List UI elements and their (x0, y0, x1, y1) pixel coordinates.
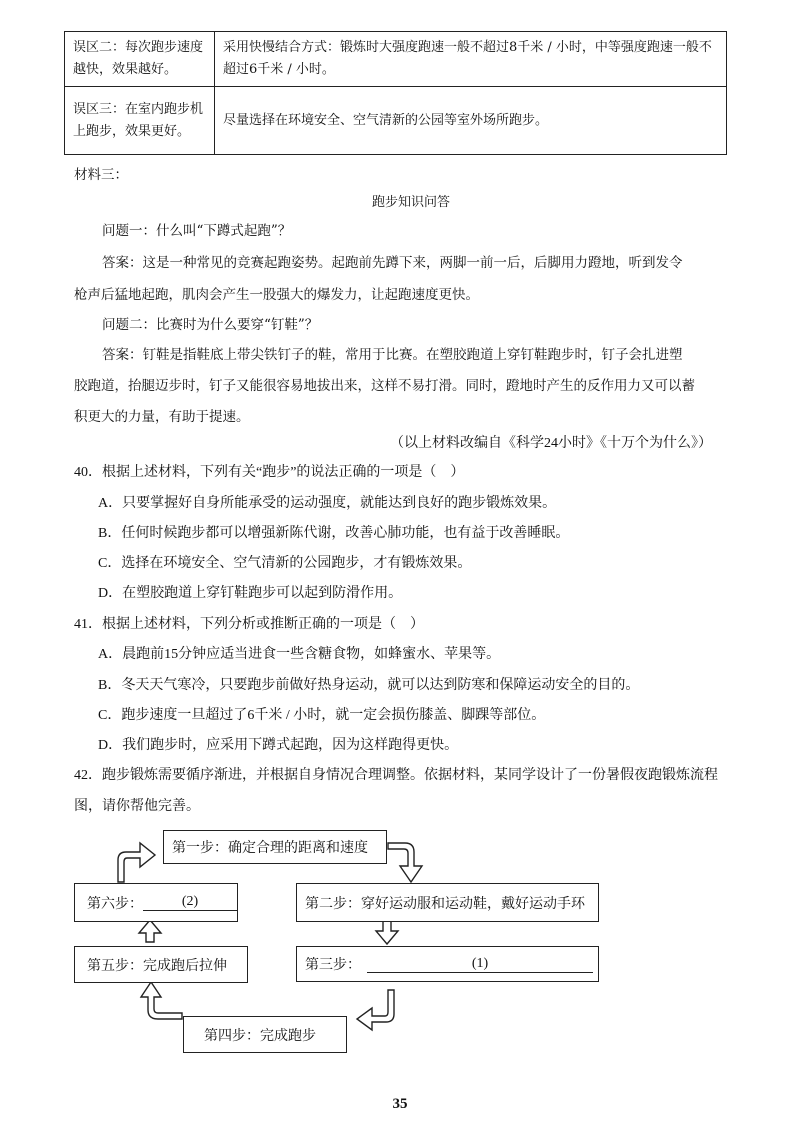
question-two: 问题二：比赛时为什么要穿“钉鞋”？ (102, 317, 319, 333)
answer-two-line: 胶跑道，抬腿迈步时，钉子又能很容易地拔出来，这样不易打滑。同时，蹬地时产生的反作用力又可以蓄 (74, 378, 695, 394)
option-item: A．只要掌握好自身所能承受的运动强度，就能达到良好的跑步锻炼效果。 (98, 496, 557, 511)
flow-step-6 (74, 883, 238, 922)
material-label: 材料三： (74, 167, 128, 183)
option-item: B．任何时候跑步都可以增强新陈代谢，改善心肺功能，也有益于改善睡眠。 (98, 526, 570, 541)
arrow-icon (357, 990, 394, 1030)
flow-step-2: 第二步：穿好运动服和运动鞋，戴好运动手环 (296, 883, 599, 922)
question-one: 问题一：什么叫“下蹲式起跑”？ (102, 223, 292, 239)
source-note: （以上材料改编自《科学24小时》《十万个为什么》） (390, 436, 712, 451)
question-41-stem: 41．根据上述材料，下列分析或推断正确的一项是（ ） (74, 617, 424, 632)
page-number: 35 (392, 1096, 408, 1112)
question-40-stem: 40．根据上述材料，下列有关“跑步”的说法正确的一项是（ ） (74, 465, 465, 480)
option-item: D．我们跑步时，应采用下蹲式起跑，因为这样跑得更快。 (98, 738, 459, 753)
option-item: D．在塑胶跑道上穿钉鞋跑步可以起到防滑作用。 (98, 586, 403, 601)
step-label: 第六步： (87, 896, 143, 912)
option-item: C．跑步速度一旦超过了6千米 / 小时，就一定会损伤膝盖、脚踝等部位。 (98, 708, 546, 723)
answer-blank-2[interactable]: (2) (143, 894, 237, 911)
material-title: 跑步知识问答 (372, 195, 451, 210)
fix-cell: 采用快慢结合方式：锻炼时大强度跑速一般不超过8千米 / 小时，中等强度跑速一般不超过6千米 / 小时。 (215, 32, 727, 87)
fix-cell: 尽量选择在环境安全、空气清新的公园等室外场所跑步。 (215, 87, 727, 155)
step-label: 第三步： (305, 958, 361, 973)
arrow-icon (118, 843, 155, 882)
answer-two-line: 答案：钉鞋是指鞋底上带尖铁钉子的鞋，常用于比赛。在塑胶跑道上穿钉鞋跑步时，钉子会扎进塑 (102, 347, 683, 363)
flow-step-5: 第五步：完成跑后拉伸 (74, 946, 248, 983)
question-42-stem: 图，请你帮他完善。 (74, 799, 200, 814)
question-42-stem: 42．跑步锻炼需要循序渐进，并根据自身情况合理调整。依据材料，某同学设计了一份暑假夜跑锻炼流程 (74, 768, 718, 783)
option-item: B．冬天天气寒冷，只要跑步前做好热身运动，就可以达到防寒和保障运动安全的目的。 (98, 678, 640, 693)
arrow-icon (388, 843, 422, 882)
arrow-icon (139, 920, 161, 942)
arrow-icon (376, 921, 398, 944)
answer-one-line: 答案：这是一种常见的竞赛起跑姿势。起跑前先蹲下来，两脚一前一后，后脚用力蹬地，听到发令 (102, 255, 683, 271)
myth-cell: 误区二：每次跑步速度越快，效果越好。 (65, 32, 215, 87)
myth-cell: 误区三：在室内跑步机上跑步，效果更好。 (65, 87, 215, 155)
answer-two-line: 积更大的力量，有助于提速。 (74, 409, 250, 425)
flow-step-1: 第一步：确定合理的距离和速度 (163, 830, 387, 864)
option-item: C．选择在环境安全、空气清新的公园跑步，才有锻炼效果。 (98, 556, 472, 571)
flow-step-3 (296, 946, 599, 982)
answer-blank-1[interactable]: (1) (367, 956, 593, 973)
answer-one-line: 枪声后猛地起跑，肌肉会产生一股强大的爆发力，让起跑速度更快。 (74, 287, 479, 303)
option-item: A．晨跑前15分钟应适当进食一些含糖食物，如蜂蜜水、苹果等。 (98, 647, 501, 662)
flow-step-4: 第四步：完成跑步 (183, 1016, 347, 1053)
arrow-icon (141, 982, 182, 1019)
